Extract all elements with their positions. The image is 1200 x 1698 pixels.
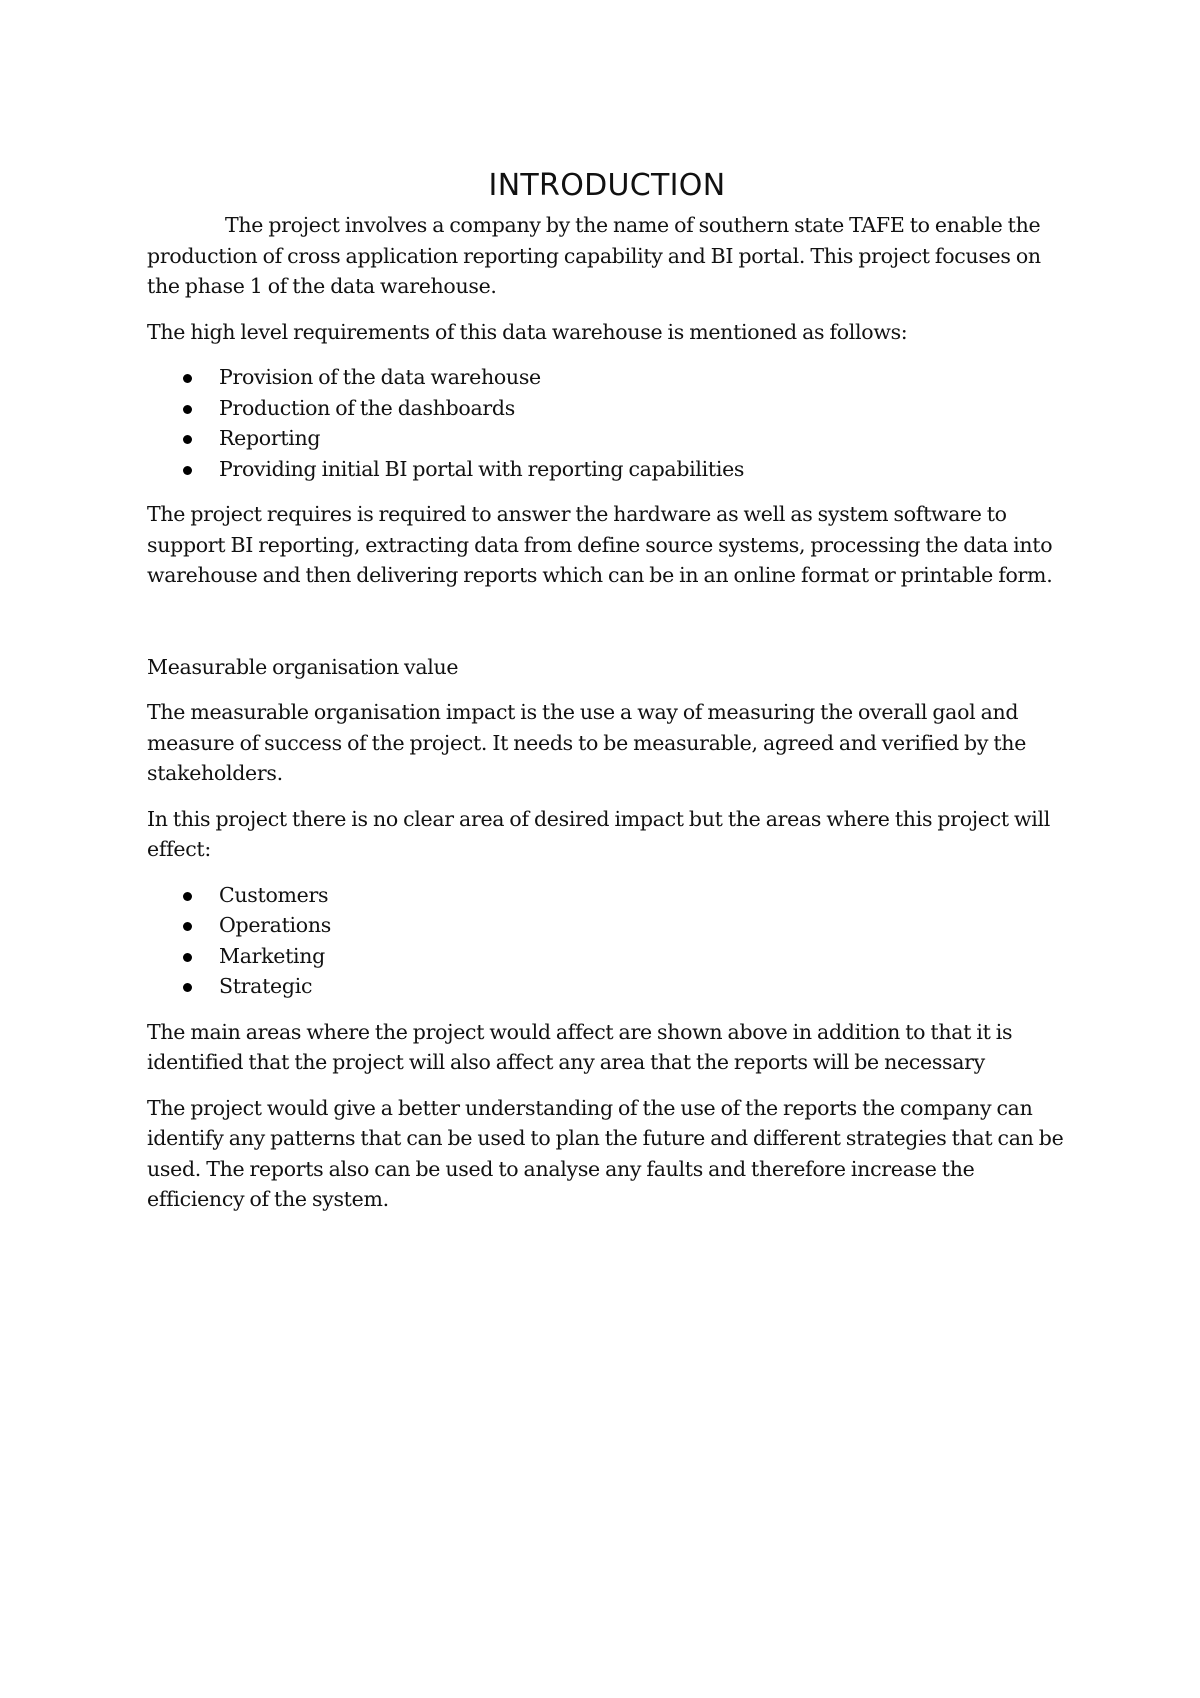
- page-title: INTRODUCTION: [488, 168, 726, 203]
- mov-paragraph-2: In this project there is no clear area of desired impact but the areas where this project will effect:: [147, 806, 1050, 861]
- list-item-text: Production of the dashboards: [219, 395, 515, 420]
- list-item: [147, 423, 1067, 454]
- bullet-icon: [183, 983, 192, 992]
- bullet-icon: [183, 922, 192, 931]
- list-item-text: Customers: [219, 882, 329, 907]
- list-item: [147, 941, 1067, 972]
- section-spacer: [147, 606, 1067, 652]
- bullet-icon: [183, 953, 192, 962]
- bullet-icon: [183, 435, 192, 444]
- bullet-icon: [183, 374, 192, 383]
- list-item-text: Marketing: [219, 943, 325, 968]
- closing-paragraph-1: The main areas where the project would affect are shown above in addition to that it is identified that the project will also affect any area that the reports will be necessary: [147, 1019, 1013, 1074]
- list-item: [147, 971, 1067, 1002]
- document-body: [147, 168, 1067, 1230]
- list-item-text: Provision of the data warehouse: [219, 365, 541, 389]
- requirements-intro: The high level requirements of this data warehouse is mentioned as follows:: [147, 319, 908, 344]
- closing-paragraph-2: The project would give a better understanding of the use of the reports the company can identify any patterns that can be used to plan the future and different strategies that can be used. The reports also can be used to analyse any faults and therefore increase the efficiency of the system.: [147, 1095, 1064, 1211]
- intro-paragraph: The project involves a company by the name of southern state TAFE to enable the production of cross application reporting capability and BI portal. This project focuses on the phase 1 of the data warehouse.: [147, 213, 1041, 298]
- list-item: [147, 910, 1067, 941]
- bullet-icon: [183, 466, 192, 475]
- bullet-icon: [183, 405, 192, 414]
- section-heading-mov: Measurable organisation value: [147, 654, 459, 679]
- list-item: [147, 454, 1067, 485]
- requirements-paragraph: The project requires is required to answer the hardware as well as system software to support BI reporting, extracting data from define source systems, processing the data into warehouse and then delivering reports which can be in an online format or printable form.: [147, 502, 1053, 587]
- bullet-icon: [183, 892, 192, 901]
- list-item-text: Operations: [219, 913, 331, 937]
- impact-areas-list: [147, 880, 1067, 1002]
- list-item-text: Strategic: [219, 974, 313, 998]
- list-item: [147, 880, 1067, 911]
- requirements-list: [147, 362, 1067, 484]
- mov-paragraph-1: The measurable organisation impact is the use a way of measuring the overall gaol and measure of success of the project. It needs to be measurable, agreed and verified by the stakeholders.: [147, 700, 1027, 785]
- list-item: [147, 393, 1067, 424]
- list-item-text: Reporting: [219, 426, 321, 450]
- list-item-text: Providing initial BI portal with reporting capabilities: [219, 456, 745, 481]
- list-item: [147, 362, 1067, 393]
